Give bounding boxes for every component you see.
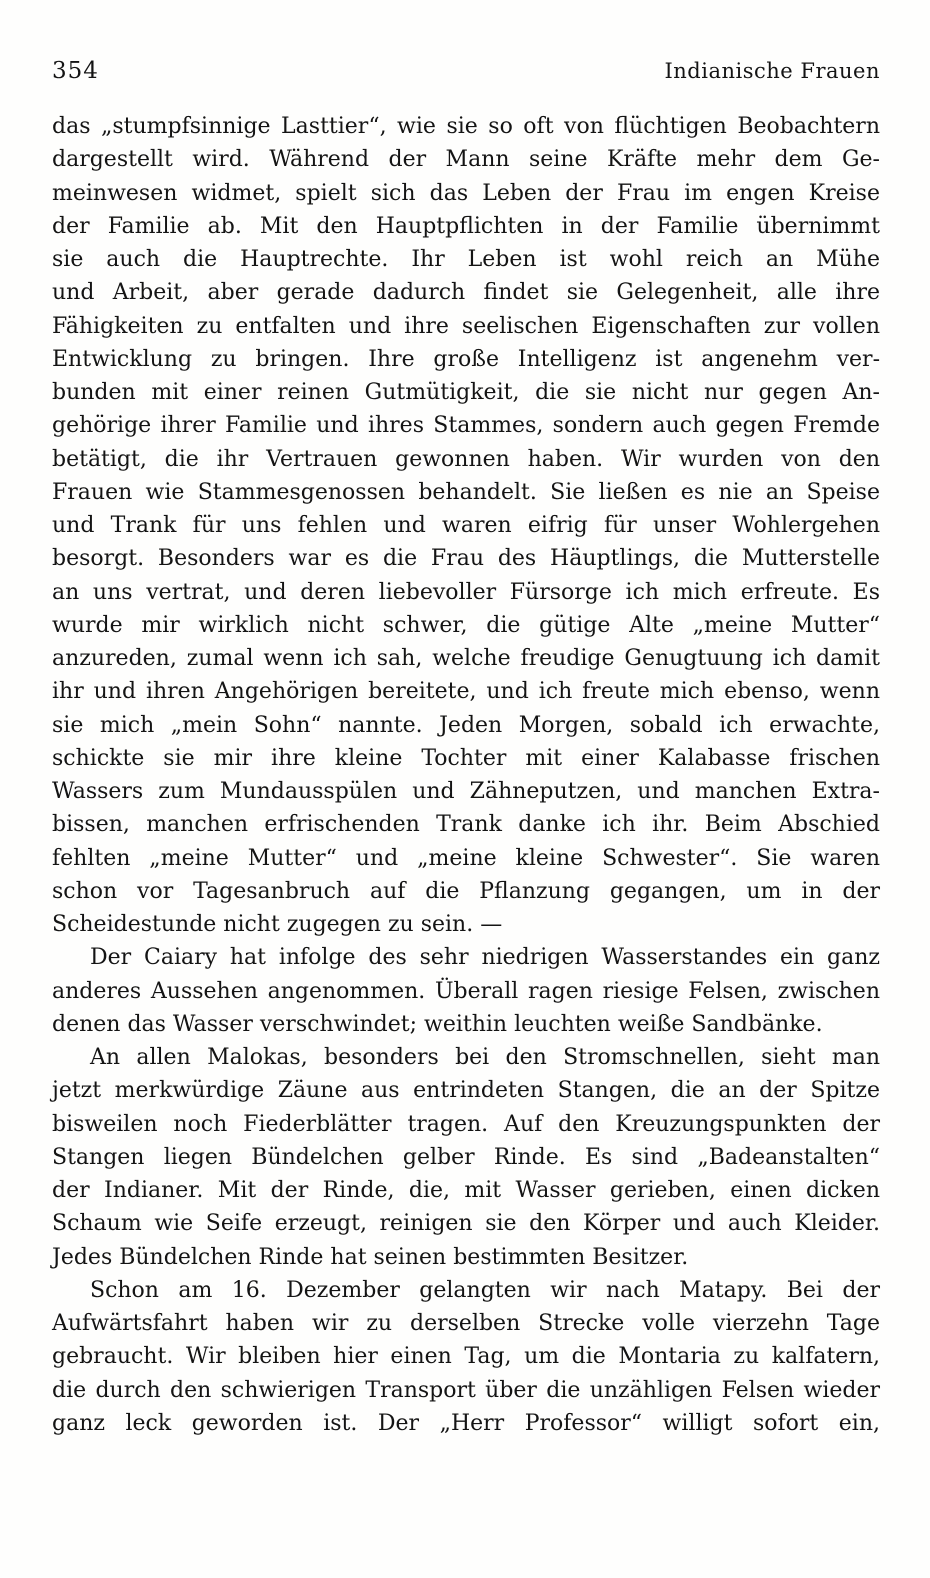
text-line: die durch den schwierigen Transport über die unzähligen Felsen wieder — [52, 1377, 880, 1403]
text-line: an uns vertrat, und deren liebevoller Fürsorge ich mich erfreute. Es — [52, 579, 880, 605]
text-line: Fähigkeiten zu entfalten und ihre seelischen Eigenschaften zur vollen — [52, 313, 880, 339]
text-line: fehlten „meine Mutter“ und „meine kleine Schwester“. Sie waren — [52, 845, 880, 871]
text-line: gehörige ihrer Familie und ihres Stammes, sondern auch gegen Fremde — [52, 413, 880, 439]
text-line: wurde mir wirklich nicht schwer, die gütige Alte „meine Mutter“ — [52, 612, 880, 638]
text-line: Schon am 16. Dezember gelangten wir nach Matapy. Bei der — [90, 1277, 880, 1303]
text-line: der Familie ab. Mit den Hauptpflichten in der Familie übernimmt — [52, 213, 880, 239]
text-line: Wassers zum Mundausspülen und Zähneputzen, und manchen Extra- — [52, 779, 880, 804]
page-number: 354 — [52, 58, 99, 84]
text-line: bunden mit einer reinen Gutmütigkeit, die sie nicht nur gegen An- — [52, 380, 880, 405]
text-line: der Indianer. Mit der Rinde, die, mit Wasser gerieben, einen dicken — [52, 1178, 880, 1203]
body-text — [52, 110, 880, 1440]
text-line: Aufwärtsfahrt haben wir zu derselben Strecke volle vierzehn Tage — [52, 1311, 880, 1336]
text-line: Scheidestunde nicht zugegen zu sein. — — [52, 912, 503, 937]
text-line: meinwesen widmet, spielt sich das Leben der Frau im engen Kreise — [52, 180, 880, 206]
text-line: jetzt merkwürdige Zäune aus entrindeten Stangen, die an der Spitze — [52, 1078, 880, 1104]
text-line: Jedes Bündelchen Rinde hat seinen bestimmten Besitzer. — [52, 1244, 689, 1270]
text-line: Frauen wie Stammesgenossen behandelt. Sie ließen es nie an Speise — [52, 479, 880, 505]
text-line: das „stumpfsinnige Lasttier“, wie sie so oft von flüchtigen Beobachtern — [52, 114, 880, 139]
text-line: anderes Aussehen angenommen. Überall ragen riesige Felsen, zwischen — [52, 978, 880, 1004]
running-header-title: Indianische Frauen — [664, 59, 880, 83]
text-line: bisweilen noch Fiederblätter tragen. Auf den Kreuzungspunkten der — [52, 1111, 880, 1137]
text-line: schickte sie mir ihre kleine Tochter mit einer Kalabasse frischen — [52, 745, 880, 771]
text-line: gebraucht. Wir bleiben hier einen Tag, um die Montaria zu kalfatern, — [52, 1344, 880, 1370]
text-line: bissen, manchen erfrischenden Trank danke ich ihr. Beim Abschied — [52, 812, 880, 838]
text-line: dargestellt wird. Während der Mann seine Kräfte mehr dem Ge- — [52, 147, 880, 173]
text-line: Der Caiary hat infolge des sehr niedrigen Wasserstandes ein ganz — [90, 945, 880, 971]
text-line: schon vor Tagesanbruch auf die Pflanzung gegangen, um in der — [52, 878, 880, 904]
text-line: sie auch die Hauptrechte. Ihr Leben ist wohl reich an Mühe — [52, 247, 880, 272]
text-line: und Arbeit, aber gerade dadurch findet sie Gelegenheit, alle ihre — [52, 280, 880, 306]
text-line: ganz leck geworden ist. Der „Herr Professor“ willigt sofort ein, — [52, 1410, 880, 1436]
text-line: ihr und ihren Angehörigen bereitete, und ich freute mich ebenso, wenn — [52, 679, 880, 705]
text-line: besorgt. Besonders war es die Frau des Häuptlings, die Mutterstelle — [52, 546, 880, 572]
text-line: An allen Malokas, besonders bei den Stromschnellen, sieht man — [90, 1045, 880, 1070]
text-line: denen das Wasser verschwindet; weithin leuchten weiße Sandbänke. — [52, 1011, 823, 1037]
text-line: Schaum wie Seife erzeugt, reinigen sie den Körper und auch Kleider. — [52, 1211, 880, 1237]
page-header — [52, 58, 880, 84]
text-line: betätigt, die ihr Vertrauen gewonnen haben. Wir wurden von den — [52, 446, 880, 472]
text-line: sie mich „mein Sohn“ nannte. Jeden Morgen, sobald ich erwachte, — [52, 712, 880, 738]
text-line: Stangen liegen Bündelchen gelber Rinde. Es sind „Badeanstalten“ — [52, 1144, 880, 1170]
text-line: und Trank für uns fehlen und waren eifrig für unser Wohlergehen — [52, 513, 880, 538]
text-line: Entwicklung zu bringen. Ihre große Intelligenz ist angenehm ver- — [52, 346, 880, 372]
text-line: anzureden, zumal wenn ich sah, welche freudige Genugtuung ich damit — [52, 646, 880, 671]
